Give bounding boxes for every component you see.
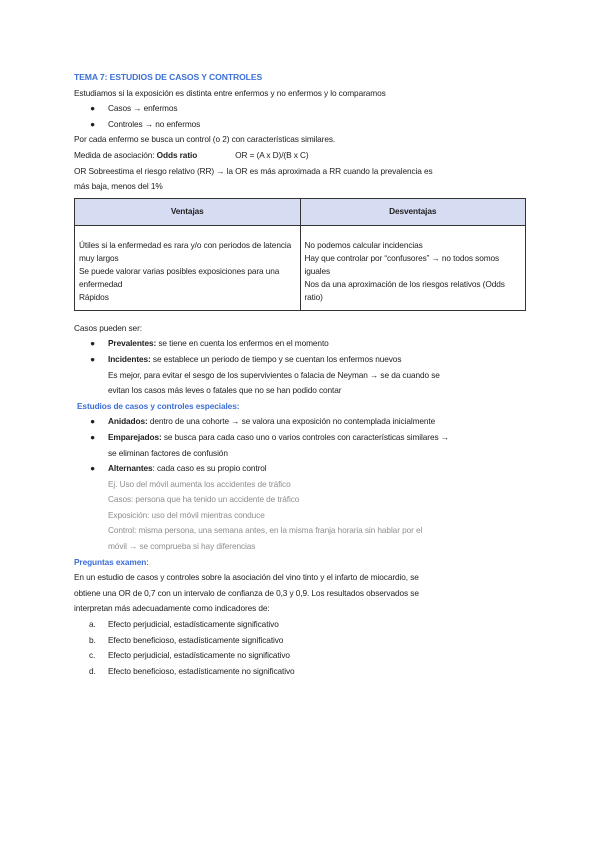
document-page [74, 70, 530, 679]
bullet-icon: ● [90, 416, 95, 427]
question-line: obtiene una OR de 0,7 con un intervalo de confianza de 0,3 y 0,9. Los resultados observados se [74, 587, 419, 598]
answer-option: d. Efecto beneficioso, estadísticamente no significativo [89, 665, 295, 676]
ventajas-cell [75, 225, 301, 310]
casos-note: Es mejor, para evitar el sesgo de los supervivientes o falacia de Neyman → se da cuando se [108, 369, 440, 380]
table-cell-line: Útiles si la enfermedad es rara y/o con periodos de latencia muy largos [79, 239, 292, 263]
example-line: Ej. Uso del móvil aumenta los accidentes de tráfico [108, 478, 291, 489]
intro-list [74, 101, 530, 132]
bullet-icon: ● [90, 463, 95, 474]
example-line: Control: misma persona, una semana antes, en la misma franja horaria sin hablar por el [108, 525, 423, 536]
example-line: Casos: persona que ha tenido un accidente de tráfico [108, 494, 300, 505]
casos-note: evitan los casos más leves o fatales que no se han podido contar [108, 385, 342, 396]
bullet-icon: ● [90, 118, 95, 129]
example-line: móvil → se comprueba si hay diferencias [108, 541, 256, 552]
list-item-continuation: se eliminan factores de confusión [108, 447, 228, 458]
answer-options [74, 617, 530, 679]
or-line: OR Sobreestima el riesgo relativo (RR) → la OR es más aproximada a RR cuando la prevalencia es [74, 165, 433, 176]
table-cell-line: Se puede valorar varias posibles exposiciones para una enfermedad [79, 265, 280, 289]
or-line: más baja, menos del 1% [74, 181, 163, 192]
list-item: ● Incidentes: se establece un periodo de tiempo y se cuentan los enfermos nuevos [74, 352, 530, 368]
bullet-icon: ● [90, 353, 95, 364]
page-title: TEMA 7: ESTUDIOS DE CASOS Y CONTROLES [74, 72, 263, 82]
section-heading-preguntas: Preguntas examen: [74, 556, 149, 567]
answer-option: c. Efecto perjudicial, estadísticamente no significativo [89, 650, 290, 661]
casos-list [74, 336, 530, 367]
list-item: ● Prevalentes: se tiene en cuenta los enfermos en el momento [74, 336, 530, 352]
question-line: En un estudio de casos y controles sobre la asociación del vino tinto y el infarto de miocardio, se [74, 572, 419, 583]
table-header-ventajas: Ventajas [75, 198, 301, 225]
casos-intro: Casos pueden ser: [74, 322, 142, 333]
especiales-list [74, 414, 530, 476]
table-cell-line: Hay que controlar por “confusores” → no todos somos iguales [304, 252, 500, 276]
example-line: Exposición: uso del móvil mientras conduce [108, 509, 265, 520]
desventajas-cell [300, 225, 526, 310]
list-item: ● Alternantes: cada caso es su propio control [74, 461, 530, 477]
answer-option: a. Efecto perjudicial, estadísticamente significativo [89, 619, 279, 630]
list-item: ● Casos → enfermos [74, 101, 530, 117]
measure-line: Medida de asociación: Odds ratio OR = (A x D)/(B x C) [74, 149, 309, 160]
question-line: interpretan más adecuadamente como indicadores de: [74, 603, 270, 614]
list-item: ● Anidados: dentro de una cohorte → se valora una exposición no contemplada inicialmente [74, 414, 530, 430]
table-cell-line: Rápidos [79, 291, 109, 302]
per-case-text: Por cada enfermo se busca un control (o 2) con características similares. [74, 134, 336, 145]
table-cell-line: Nos da una aproximación de los riesgos relativos (Odds ratio) [304, 278, 505, 302]
table-header-desventajas: Desventajas [300, 198, 526, 225]
or-formula: OR = (A x D)/(B x C) [235, 149, 309, 160]
bullet-icon: ● [90, 431, 95, 442]
section-heading-especiales: Estudios de casos y controles especiales: [77, 400, 240, 411]
answer-option: b. Efecto beneficioso, estadísticamente significativo [89, 634, 284, 645]
bullet-icon: ● [90, 103, 95, 114]
list-item: ● Controles → no enfermos [74, 117, 530, 133]
intro-text: Estudiamos si la exposición es distinta entre enfermos y no enfermos y lo comparamos [74, 87, 386, 98]
bullet-icon: ● [90, 338, 95, 349]
pros-cons-table [74, 198, 526, 311]
table-cell-line: No podemos calcular incidencias [304, 239, 423, 250]
list-item: ● Emparejados: se busca para cada caso uno o varios controles con características similares → [74, 430, 530, 446]
